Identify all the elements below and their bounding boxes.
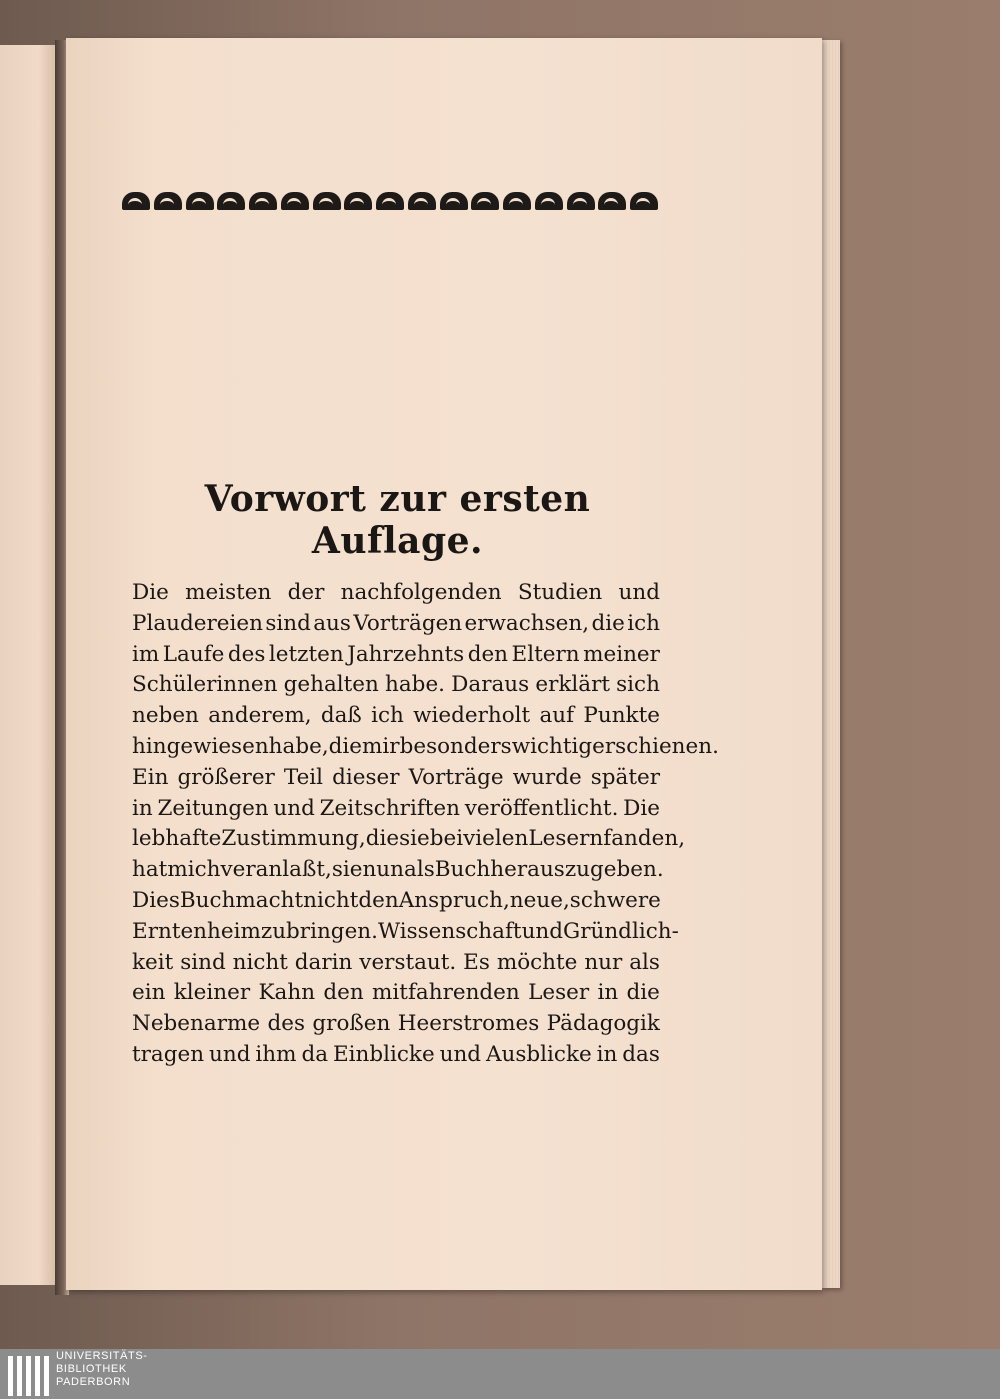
body-text <box>132 578 719 1071</box>
word: ich <box>627 610 660 636</box>
word: kleiner <box>173 980 251 1006</box>
word: Einblicke <box>332 1041 435 1067</box>
word: Teil <box>283 764 324 790</box>
word: wurde <box>512 764 582 790</box>
page-heading: Vorwort zur ersten Auflage. <box>204 478 591 562</box>
ornament-glyph <box>535 192 563 210</box>
ornament-glyph <box>281 192 309 210</box>
word: Ausblicke <box>486 1041 592 1067</box>
word: ich <box>371 703 404 729</box>
word: die <box>328 733 363 759</box>
word: den <box>358 887 399 913</box>
ornament-glyph <box>186 192 214 210</box>
word: mitfahrenden <box>372 980 520 1006</box>
word: darin <box>294 949 353 975</box>
ornament-glyph <box>630 192 658 210</box>
ornament-glyph <box>313 192 341 210</box>
word: Studien <box>517 580 603 605</box>
word: sie <box>399 826 430 852</box>
word: großen <box>312 1011 391 1037</box>
library-name-line: PADERBORN <box>56 1376 131 1388</box>
text-line <box>132 948 660 979</box>
word: ein <box>132 980 166 1006</box>
word: mir <box>362 733 400 759</box>
word: und <box>439 1041 482 1067</box>
word: wichtig <box>511 733 593 759</box>
word: und <box>273 795 315 821</box>
library-logo-icon <box>8 1352 50 1396</box>
word: der <box>287 580 325 605</box>
word: Wissenschaft <box>377 918 522 944</box>
word: Punkte <box>583 703 660 729</box>
ornament-glyph <box>503 192 531 210</box>
text-line <box>132 1040 660 1071</box>
word: Ein <box>132 764 169 790</box>
text-line <box>132 670 660 701</box>
text-line <box>132 886 660 917</box>
word: Vorträgen <box>353 610 463 636</box>
word: in <box>596 1041 618 1067</box>
left-page-edge <box>0 45 57 1285</box>
word: Jahrzehnts <box>347 641 465 667</box>
word: herauszugeben. <box>490 857 664 883</box>
word: in <box>132 795 153 821</box>
text-line <box>132 794 660 825</box>
word: Eltern <box>511 641 580 667</box>
word: veranlaßt, <box>220 857 332 883</box>
text-line <box>132 578 660 609</box>
word: sind <box>180 949 226 975</box>
word: habe. <box>385 672 446 698</box>
ornament-glyph <box>440 192 468 210</box>
word: aus <box>313 610 351 636</box>
word: nur <box>584 949 623 975</box>
page-stack-edge <box>822 40 840 1288</box>
ornament-glyph <box>376 192 404 210</box>
ornament-glyph <box>567 192 595 210</box>
word: lebhafte <box>132 826 222 852</box>
word: des <box>227 641 266 667</box>
word: besonders <box>399 733 512 759</box>
word: ihm <box>255 1041 297 1067</box>
word: habe, <box>268 733 329 759</box>
ornament-glyph <box>154 192 182 210</box>
text-line <box>132 732 719 763</box>
word: meisten <box>185 580 272 605</box>
word: schwere <box>569 887 661 913</box>
library-name <box>56 1350 148 1389</box>
text-line <box>132 824 686 855</box>
library-name-line: BIBLIOTHEK <box>56 1363 127 1375</box>
word: später <box>590 764 660 790</box>
text-line <box>132 1009 660 1040</box>
word: neue, <box>509 887 570 913</box>
word: Kahn <box>258 980 316 1006</box>
word: daß <box>320 703 362 729</box>
word: keit <box>132 949 174 975</box>
word: sie <box>331 857 363 883</box>
word: Zeitungen <box>157 795 269 821</box>
word: macht <box>235 887 304 913</box>
word: sind <box>265 610 311 636</box>
word: fanden, <box>603 826 686 852</box>
word: Zeitschriften <box>319 795 460 821</box>
word: Anspruch, <box>398 887 510 913</box>
word: Schülerinnen <box>132 672 278 698</box>
word: Pädagogik <box>546 1011 660 1037</box>
word: meiner <box>583 641 660 667</box>
word: Leser <box>528 980 590 1006</box>
word: Vorträge <box>408 764 504 790</box>
word: als <box>629 949 660 975</box>
word: Daraus <box>451 672 530 698</box>
text-line <box>132 855 664 886</box>
word: Heerstromes <box>397 1011 540 1037</box>
word: nun <box>362 857 404 883</box>
ornament-glyph <box>344 192 372 210</box>
ornament-border <box>122 188 658 214</box>
word: das <box>622 1041 660 1067</box>
word: Die <box>623 795 660 821</box>
word: Nebenarme <box>132 1011 261 1037</box>
word: Zustimmung, <box>221 826 366 852</box>
word: da <box>301 1041 329 1067</box>
word: sich <box>616 672 660 698</box>
word: und <box>618 580 660 605</box>
word: des <box>267 1011 306 1037</box>
word: erschienen. <box>592 733 719 759</box>
word: nachfolgenden <box>340 580 502 605</box>
ornament-glyph <box>122 192 150 210</box>
word: größerer <box>177 764 275 790</box>
word: hat <box>132 857 168 883</box>
word: veröffentlicht. <box>464 795 619 821</box>
word: als <box>404 857 435 883</box>
word: die <box>365 826 400 852</box>
word: Buch <box>434 857 491 883</box>
word: Ernten <box>132 918 208 944</box>
word: nicht <box>232 949 288 975</box>
word: im <box>132 641 160 667</box>
word: hingewiesen <box>132 733 269 759</box>
word: neben <box>132 703 199 729</box>
word: den <box>467 641 509 667</box>
word: die <box>591 610 625 636</box>
library-name-line: UNIVERSITÄTS- <box>56 1350 148 1362</box>
word: und <box>209 1041 251 1067</box>
ornament-glyph <box>249 192 277 210</box>
ornament-glyph <box>217 192 245 210</box>
word: heimzubringen. <box>207 918 378 944</box>
word: dieser <box>332 764 400 790</box>
word: Es <box>463 949 490 975</box>
word: letzten <box>268 641 344 667</box>
word: in <box>597 980 619 1006</box>
word: Buch <box>179 887 236 913</box>
word: auf <box>539 703 575 729</box>
text-line <box>132 763 660 794</box>
ornament-glyph <box>598 192 626 210</box>
text-line <box>132 701 660 732</box>
ornament-glyph <box>471 192 499 210</box>
word: Lesern <box>528 826 604 852</box>
text-line <box>132 917 679 948</box>
word: mich <box>167 857 221 883</box>
text-line <box>132 640 660 671</box>
word: Gründlich- <box>563 918 679 944</box>
word: gehalten <box>283 672 379 698</box>
text-line <box>132 609 660 640</box>
ornament-glyph <box>408 192 436 210</box>
word: Dies <box>132 887 180 913</box>
word: erwachsen, <box>464 610 590 636</box>
word: erklärt <box>535 672 610 698</box>
word: Die <box>132 580 169 605</box>
word: Laufe <box>162 641 225 667</box>
word: vielen <box>463 826 529 852</box>
word: wiederholt <box>413 703 531 729</box>
word: verstaut. <box>359 949 457 975</box>
word: den <box>323 980 364 1006</box>
word: bei <box>429 826 464 852</box>
word: Plaudereien <box>132 610 263 636</box>
word: nicht <box>303 887 359 913</box>
word: die <box>626 980 660 1006</box>
word: und <box>521 918 564 944</box>
library-footer-bar <box>0 1349 1000 1399</box>
word: tragen <box>132 1041 205 1067</box>
word: möchte <box>496 949 578 975</box>
text-line <box>132 978 660 1009</box>
word: anderem, <box>208 703 312 729</box>
